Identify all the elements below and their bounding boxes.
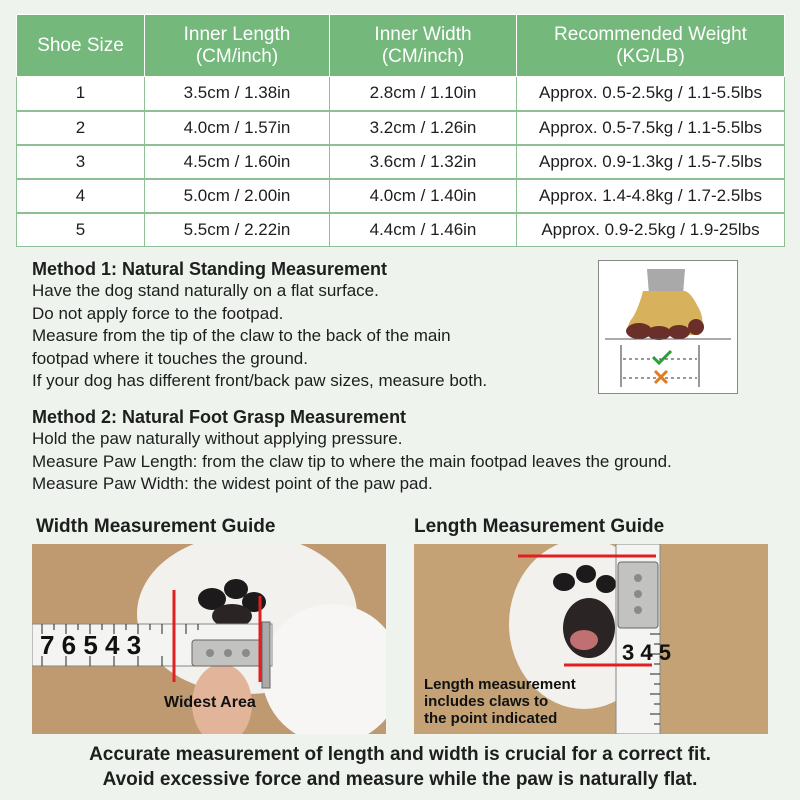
length-note-line: includes claws to [424, 693, 549, 710]
recommended-weight-cell: Approx. 0.5-2.5kg / 1.1-5.5lbs [517, 77, 785, 111]
size-chart-table [16, 14, 785, 247]
length-note-line: the point indicated [424, 710, 558, 727]
recommended-weight-cell: Approx. 0.9-1.3kg / 1.5-7.5lbs [517, 145, 785, 179]
footer-note [0, 742, 800, 792]
shoe-size-cell: 2 [17, 111, 145, 145]
method-2-step: Hold the paw naturally without applying pressure. [32, 429, 403, 448]
method-1-step: footpad where it touches the ground. [32, 348, 308, 368]
table-row [17, 213, 785, 247]
width-tape-numbers: 7 6 5 4 3 [40, 630, 142, 660]
inner-length-cell: 4.0cm / 1.57in [145, 111, 330, 145]
recommended-weight-header [517, 15, 785, 77]
shoe-size-cell: 3 [17, 145, 145, 179]
method-1-step: Measure from the tip of the claw to the back of the main [32, 326, 451, 346]
inner-width-cell: 4.4cm / 1.46in [330, 213, 517, 247]
shoe-size-header [17, 15, 145, 77]
inner-length-cell: 4.5cm / 1.60in [145, 145, 330, 179]
method-1-step: Have the dog stand naturally on a flat surface. [32, 281, 379, 300]
header-text: Inner Width [374, 23, 472, 45]
inner-length-header [145, 15, 330, 77]
width-guide-title: Width Measurement Guide [36, 516, 276, 537]
inner-width-cell: 3.2cm / 1.26in [330, 111, 517, 145]
header-text: Recommended Weight [554, 23, 747, 45]
length-guide-title: Length Measurement Guide [414, 516, 665, 537]
length-tape-numbers: 3 4 5 [622, 640, 671, 665]
shoe-size-cell: 5 [17, 213, 145, 247]
width-guide-photo [32, 544, 386, 734]
length-measurement-note [424, 676, 576, 727]
header-unit: (CM/inch) [195, 45, 279, 67]
footer-line-1: Accurate measurement of length and width is crucial for a correct fit. [89, 744, 711, 765]
footer-line-2: Avoid excessive force and measure while the paw is naturally flat. [102, 769, 698, 790]
inner-width-header [330, 15, 517, 77]
cross-icon [655, 371, 667, 383]
method-1-step: If your dog has different front/back paw sizes, measure both. [32, 371, 488, 391]
method-1-step: Do not apply force to the footpad. [32, 303, 284, 323]
recommended-weight-cell: Approx. 0.5-7.5kg / 1.1-5.5lbs [517, 111, 785, 145]
header-unit: (KG/LB) [616, 45, 685, 67]
header-unit: (CM/inch) [381, 45, 465, 67]
check-icon [653, 351, 671, 363]
method-2-section [32, 406, 792, 496]
table-row [17, 111, 785, 145]
method-2-title: Method 2: Natural Foot Grasp Measurement [32, 407, 407, 427]
table-row [17, 77, 785, 111]
recommended-weight-cell: Approx. 1.4-4.8kg / 1.7-2.5lbs [517, 179, 785, 213]
method-2-step: Measure Paw Width: the widest point of the paw pad. [32, 474, 433, 494]
header-text: Inner Length [183, 23, 291, 45]
paw-drawing [599, 261, 737, 393]
shoe-size-cell: 1 [17, 77, 145, 111]
inner-length-cell: 5.5cm / 2.22in [145, 213, 330, 247]
inner-width-cell: 3.6cm / 1.32in [330, 145, 517, 179]
method-1-section [32, 258, 592, 393]
size-chart-body [17, 77, 785, 247]
table-row [17, 179, 785, 213]
shoe-size-cell: 4 [17, 179, 145, 213]
table-row [17, 145, 785, 179]
recommended-weight-cell: Approx. 0.9-2.5kg / 1.9-25lbs [517, 213, 785, 247]
size-chart-header [17, 15, 785, 77]
widest-area-label: Widest Area [164, 694, 256, 711]
inner-width-cell: 2.8cm / 1.10in [330, 77, 517, 111]
length-guide-photo [414, 544, 768, 734]
inner-length-cell: 5.0cm / 2.00in [145, 179, 330, 213]
method-2-step: Measure Paw Length: from the claw tip to where the main footpad leaves the ground. [32, 451, 672, 471]
method-1-title: Method 1: Natural Standing Measurement [32, 259, 388, 279]
inner-length-cell: 3.5cm / 1.38in [145, 77, 330, 111]
length-note-line: Length measurement [424, 676, 576, 693]
inner-width-cell: 4.0cm / 1.40in [330, 179, 517, 213]
paw-measurement-illustration [598, 260, 738, 394]
header-text: Shoe Size [37, 34, 124, 56]
